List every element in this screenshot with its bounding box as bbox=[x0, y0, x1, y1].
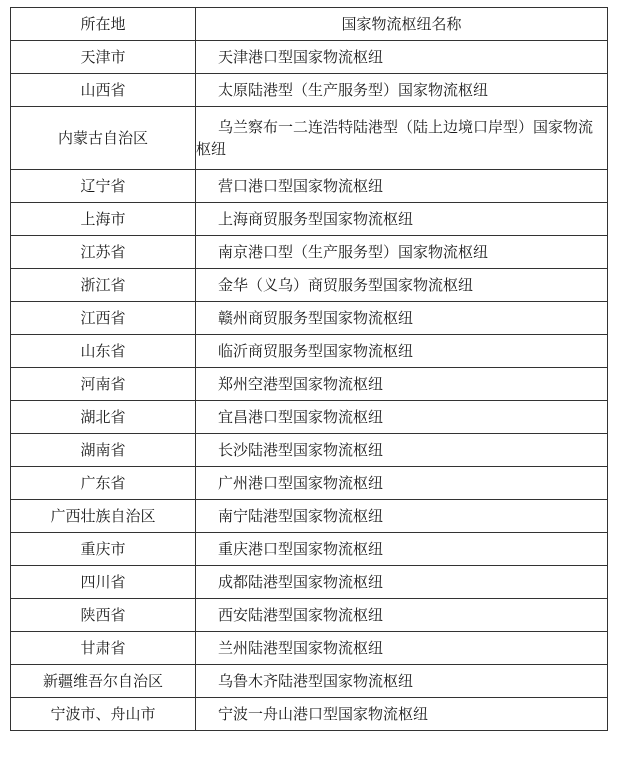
hub-name-cell: 兰州陆港型国家物流枢纽 bbox=[196, 632, 608, 665]
hub-name-cell: 上海商贸服务型国家物流枢纽 bbox=[196, 203, 608, 236]
table-row bbox=[11, 500, 608, 533]
hub-name-cell: 金华（义乌）商贸服务型国家物流枢纽 bbox=[196, 269, 608, 302]
hub-name-cell: 重庆港口型国家物流枢纽 bbox=[196, 533, 608, 566]
location-cell: 四川省 bbox=[11, 566, 196, 599]
location-cell: 广东省 bbox=[11, 467, 196, 500]
hub-name-cell: 宜昌港口型国家物流枢纽 bbox=[196, 401, 608, 434]
table-row bbox=[11, 269, 608, 302]
location-cell: 山东省 bbox=[11, 335, 196, 368]
hub-name-cell: 广州港口型国家物流枢纽 bbox=[196, 467, 608, 500]
location-cell: 辽宁省 bbox=[11, 170, 196, 203]
location-cell: 山西省 bbox=[11, 74, 196, 107]
location-cell: 新疆维吾尔自治区 bbox=[11, 665, 196, 698]
document-sheet bbox=[10, 7, 607, 731]
table-row bbox=[11, 236, 608, 269]
location-cell: 江苏省 bbox=[11, 236, 196, 269]
table-row bbox=[11, 599, 608, 632]
location-cell: 天津市 bbox=[11, 41, 196, 74]
hub-name-cell: 南宁陆港型国家物流枢纽 bbox=[196, 500, 608, 533]
hub-name-cell: 赣州商贸服务型国家物流枢纽 bbox=[196, 302, 608, 335]
hub-name-cell: 郑州空港型国家物流枢纽 bbox=[196, 368, 608, 401]
hub-name-cell: 长沙陆港型国家物流枢纽 bbox=[196, 434, 608, 467]
table-row bbox=[11, 335, 608, 368]
hub-name-cell: 营口港口型国家物流枢纽 bbox=[196, 170, 608, 203]
table-row bbox=[11, 467, 608, 500]
table-row bbox=[11, 698, 608, 731]
hub-name-cell: 临沂商贸服务型国家物流枢纽 bbox=[196, 335, 608, 368]
location-cell: 内蒙古自治区 bbox=[11, 107, 196, 170]
location-cell: 江西省 bbox=[11, 302, 196, 335]
table-row bbox=[11, 434, 608, 467]
location-cell: 河南省 bbox=[11, 368, 196, 401]
hub-name-cell: 乌兰察布一二连浩特陆港型（陆上边境口岸型）国家物流枢纽 bbox=[196, 107, 608, 170]
location-cell: 浙江省 bbox=[11, 269, 196, 302]
hub-name-cell: 太原陆港型（生产服务型）国家物流枢纽 bbox=[196, 74, 608, 107]
table-row bbox=[11, 533, 608, 566]
table-header-row bbox=[11, 8, 608, 41]
hub-name-cell: 南京港口型（生产服务型）国家物流枢纽 bbox=[196, 236, 608, 269]
table-row bbox=[11, 665, 608, 698]
location-cell: 甘肃省 bbox=[11, 632, 196, 665]
table-row bbox=[11, 566, 608, 599]
table-row bbox=[11, 170, 608, 203]
hub-name-cell: 西安陆港型国家物流枢纽 bbox=[196, 599, 608, 632]
table-row bbox=[11, 107, 608, 170]
location-cell: 重庆市 bbox=[11, 533, 196, 566]
hub-name-cell: 宁波一舟山港口型国家物流枢纽 bbox=[196, 698, 608, 731]
location-cell: 陕西省 bbox=[11, 599, 196, 632]
table-row bbox=[11, 401, 608, 434]
hub-name-cell: 乌鲁木齐陆港型国家物流枢纽 bbox=[196, 665, 608, 698]
header-location: 所在地 bbox=[11, 8, 196, 41]
hub-name-cell: 成都陆港型国家物流枢纽 bbox=[196, 566, 608, 599]
location-cell: 上海市 bbox=[11, 203, 196, 236]
table-row bbox=[11, 632, 608, 665]
location-cell: 宁波市、舟山市 bbox=[11, 698, 196, 731]
location-cell: 湖北省 bbox=[11, 401, 196, 434]
logistics-hub-table bbox=[10, 7, 608, 731]
location-cell: 湖南省 bbox=[11, 434, 196, 467]
location-cell: 广西壮族自治区 bbox=[11, 500, 196, 533]
table-row bbox=[11, 41, 608, 74]
table-row bbox=[11, 302, 608, 335]
table-row bbox=[11, 368, 608, 401]
table-row bbox=[11, 74, 608, 107]
header-hub-name: 国家物流枢纽名称 bbox=[196, 8, 608, 41]
hub-name-cell: 天津港口型国家物流枢纽 bbox=[196, 41, 608, 74]
table-row bbox=[11, 203, 608, 236]
